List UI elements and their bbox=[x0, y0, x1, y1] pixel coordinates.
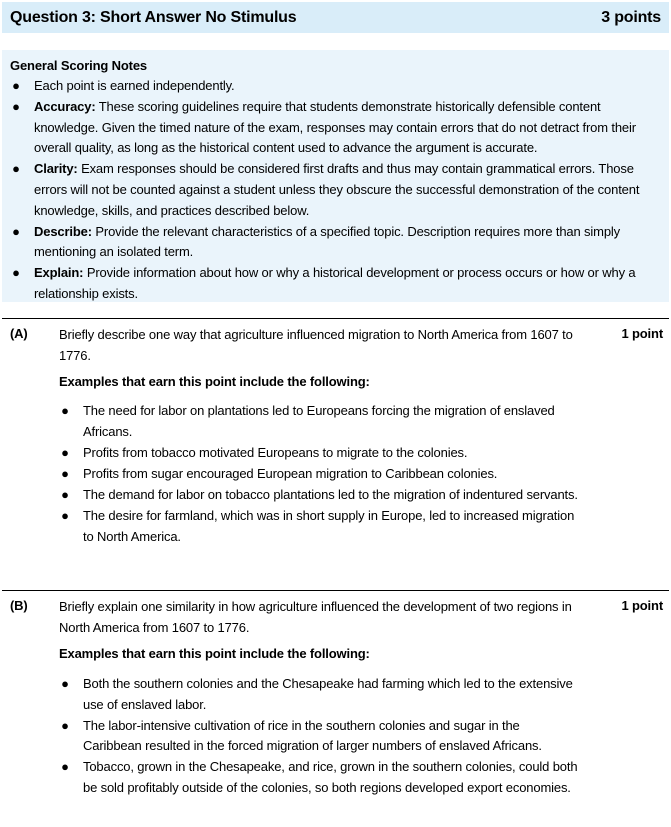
part-label: (A) bbox=[10, 326, 28, 341]
examples-list bbox=[59, 674, 579, 799]
example-item bbox=[59, 716, 579, 757]
example-item bbox=[59, 464, 579, 485]
notes-item-text: Provide information about how or why a historical development or process occurs or how or why a relationship exists. bbox=[34, 265, 636, 301]
bullet-icon: ● bbox=[61, 444, 69, 460]
question-title: Question 3: Short Answer No Stimulus bbox=[10, 8, 297, 26]
part-label: (B) bbox=[10, 598, 28, 613]
part-points: 1 point bbox=[621, 326, 663, 341]
general-scoring-notes bbox=[2, 50, 669, 302]
question-total-points: 3 points bbox=[601, 8, 661, 26]
part-a bbox=[2, 318, 669, 574]
bullet-icon: ● bbox=[61, 465, 69, 481]
example-text: The labor-intensive cultivation of rice in the southern colonies and sugar in the Caribbean resulted in the forced migration of larger numbers of enslaved Africans. bbox=[83, 717, 542, 754]
bullet-icon: ● bbox=[12, 223, 20, 239]
notes-item bbox=[10, 159, 661, 221]
bullet-icon: ● bbox=[61, 486, 69, 502]
example-text: Both the southern colonies and the Chesapeake had farming which led to the extensive use of enslaved labor. bbox=[83, 676, 573, 712]
notes-item bbox=[10, 222, 661, 264]
bullet-icon: ● bbox=[61, 717, 69, 733]
notes-item bbox=[10, 263, 661, 305]
example-item bbox=[59, 485, 579, 506]
example-text: The demand for labor on tobacco plantations led to the migration of indentured servants. bbox=[83, 486, 578, 502]
examples-heading: Examples that earn this point include the following: bbox=[59, 646, 370, 661]
part-b bbox=[2, 590, 669, 827]
bullet-icon: ● bbox=[61, 403, 69, 418]
bullet-icon: ● bbox=[61, 676, 69, 691]
notes-item-lead: Describe: bbox=[34, 223, 92, 239]
example-item bbox=[59, 506, 579, 547]
notes-item-text: These scoring guidelines require that students demonstrate historically defensible content knowledge. Given the timed nature of the exam, responses may contain errors that do not detract from their overall quality, as long as the historical content used to advance the argument is accurate. bbox=[34, 98, 636, 156]
bullet-icon: ● bbox=[12, 98, 20, 114]
example-text: Profits from tobacco motivated Europeans to migrate to the colonies. bbox=[83, 444, 468, 460]
bullet-icon: ● bbox=[61, 759, 69, 775]
notes-item-lead: Accuracy: bbox=[34, 98, 96, 114]
notes-item-text: Provide the relevant characteristics of a specified topic. Description requires more than simply mentioning an isolated term. bbox=[34, 223, 620, 260]
example-text: Tobacco, grown in the Chesapeake, and rice, grown in the southern colonies, could both be sold profitably outside of the colonies, so both regions developed export economies. bbox=[83, 759, 578, 795]
notes-list bbox=[10, 76, 661, 305]
notes-item-lead: Explain: bbox=[34, 265, 84, 281]
notes-item-text: Each point is earned independently. bbox=[34, 78, 235, 93]
notes-item bbox=[10, 76, 661, 97]
example-text: Profits from sugar encouraged European migration to Caribbean colonies. bbox=[83, 465, 498, 481]
part-question: Briefly explain one similarity in how agriculture influenced the development of two regions in North America from 1607 to 1776. bbox=[59, 599, 572, 635]
part-question: Briefly describe one way that agriculture influenced migration to North America from 1607 to 1776. bbox=[59, 327, 573, 363]
bullet-icon: ● bbox=[12, 265, 20, 281]
examples-list bbox=[59, 401, 579, 548]
part-points: 1 point bbox=[621, 598, 663, 613]
example-item bbox=[59, 443, 579, 464]
notes-title: General Scoring Notes bbox=[10, 58, 148, 73]
bullet-icon: ● bbox=[12, 78, 20, 93]
question-header bbox=[2, 2, 669, 33]
notes-item bbox=[10, 97, 661, 159]
notes-item-text: Exam responses should be considered first drafts and thus may contain grammatical errors. Those errors will not be counted against a student unless they obscure the successful demonstration of the content knowledge, skills, and practices described below. bbox=[34, 161, 640, 218]
example-item bbox=[59, 401, 579, 442]
example-item bbox=[59, 674, 579, 715]
notes-item-lead: Clarity: bbox=[34, 161, 78, 177]
example-item bbox=[59, 757, 579, 798]
examples-heading: Examples that earn this point include the following: bbox=[59, 374, 370, 389]
bullet-icon: ● bbox=[12, 161, 20, 177]
example-text: The need for labor on plantations led to Europeans forcing the migration of enslaved Africans. bbox=[83, 403, 555, 439]
bullet-icon: ● bbox=[61, 507, 69, 523]
example-text: The desire for farmland, which was in short supply in Europe, led to increased migration to North America. bbox=[83, 507, 575, 544]
